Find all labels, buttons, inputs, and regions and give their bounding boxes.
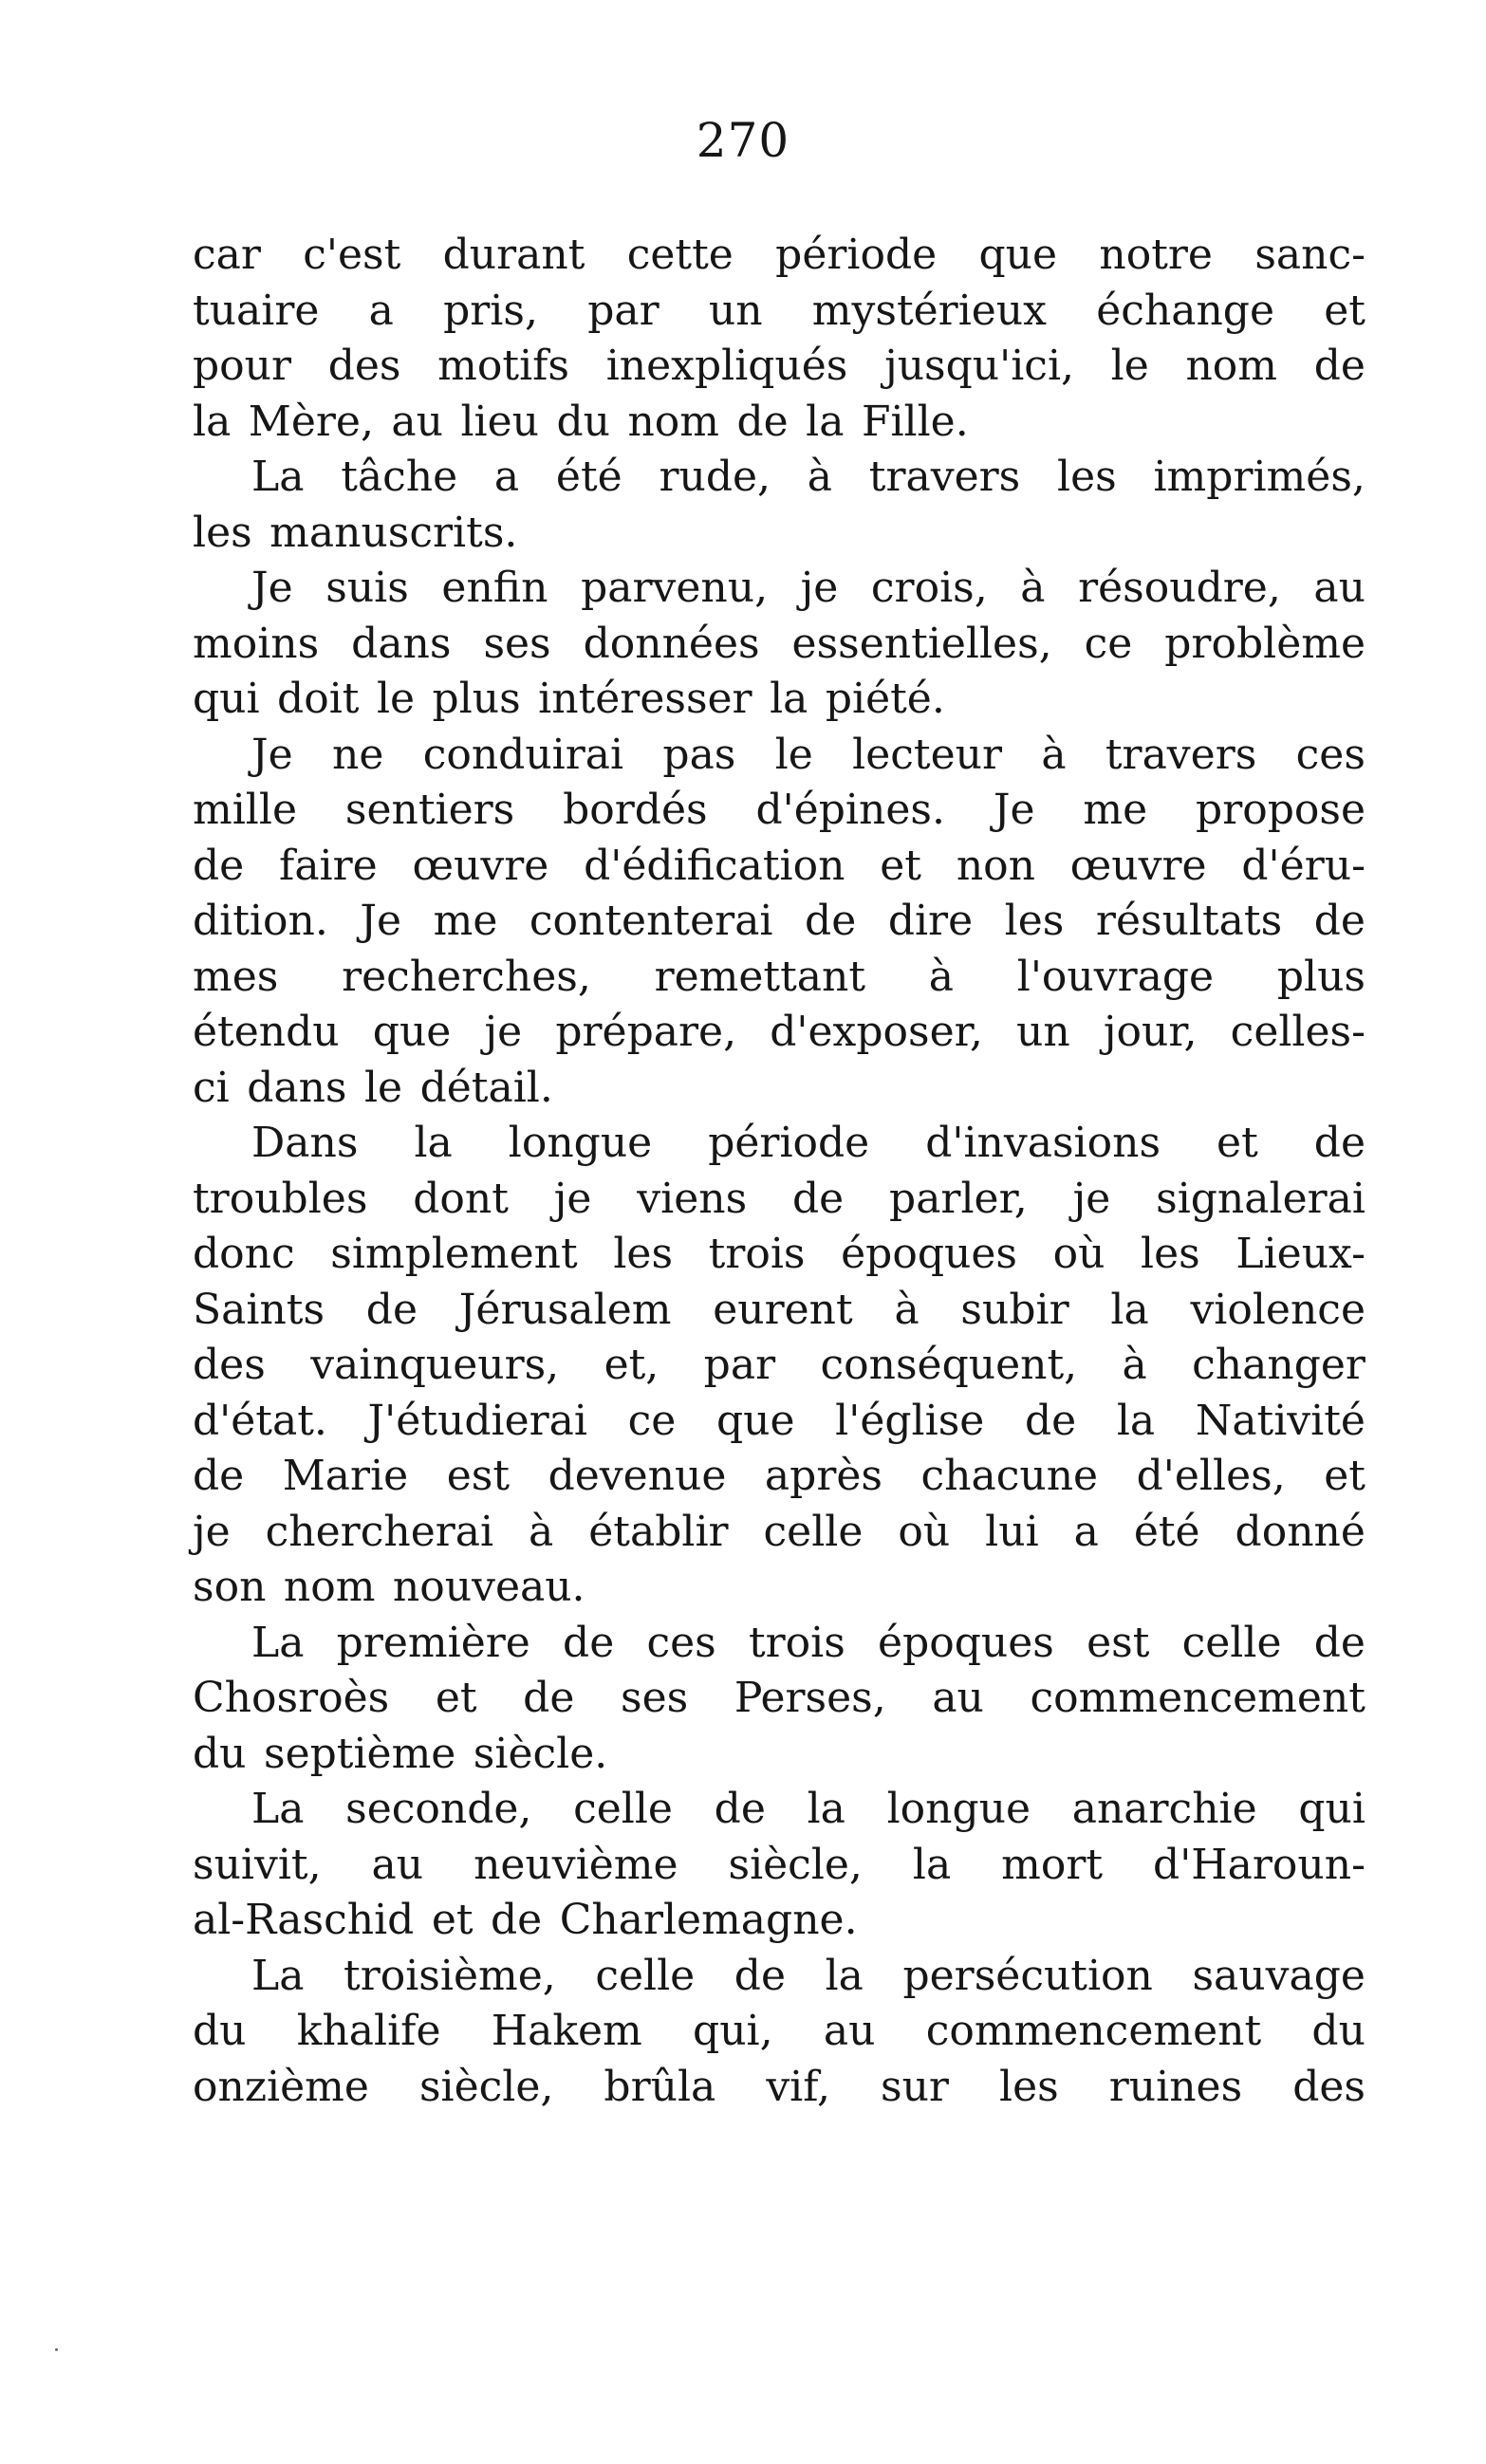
word: dire — [887, 897, 974, 945]
word: khalife — [296, 2007, 441, 2055]
word: où — [898, 1507, 951, 1556]
word: ne — [332, 730, 384, 779]
word: de — [714, 1785, 766, 1833]
word: d'exposer, — [770, 1008, 983, 1056]
word: Mère, — [248, 397, 374, 446]
paragraph — [193, 728, 1365, 1117]
word: nom — [283, 1563, 376, 1611]
word: cette — [626, 231, 734, 279]
word: les — [1057, 453, 1117, 501]
word: je — [1072, 1174, 1111, 1223]
word: la — [193, 397, 232, 446]
word: sanc- — [1254, 231, 1365, 279]
word: onzième — [193, 2062, 369, 2111]
word: Perses, — [734, 1674, 886, 1722]
word: enfin — [441, 564, 548, 612]
word: seconde, — [345, 1785, 532, 1833]
word: chercherai — [265, 1507, 494, 1556]
text-line — [193, 1172, 1365, 1228]
word: longue — [886, 1785, 1031, 1833]
word: le — [363, 1063, 403, 1112]
text-line — [193, 894, 1365, 950]
word: piété. — [825, 675, 945, 723]
word: de — [491, 1896, 543, 1944]
word: d'éru- — [1241, 841, 1365, 890]
word: siècle, — [418, 2062, 554, 2111]
text-line — [193, 2004, 1365, 2060]
word: Je — [360, 897, 402, 945]
word: Je — [993, 786, 1035, 834]
word: dans — [247, 1063, 347, 1112]
text-line — [193, 1782, 1365, 1838]
word: et — [1324, 286, 1365, 335]
word: du — [193, 2007, 247, 2055]
text-line — [193, 1560, 1365, 1616]
word: troubles — [193, 1174, 368, 1223]
word: car — [193, 231, 261, 279]
word: intéresser — [538, 675, 752, 723]
word: de — [734, 1951, 786, 2000]
word: tâche — [341, 453, 458, 501]
word: de — [193, 1452, 245, 1500]
text-line — [193, 672, 1365, 728]
word: d'épines. — [755, 786, 945, 834]
word: c'est — [303, 231, 401, 279]
word: les — [193, 508, 252, 557]
word: a — [493, 453, 520, 501]
word: nom — [627, 397, 719, 446]
word: trois — [708, 1230, 806, 1278]
word: inexpliqués — [605, 342, 848, 390]
word: trois — [748, 1618, 845, 1667]
word: époques — [878, 1618, 1054, 1667]
word: mes — [193, 952, 279, 1001]
word: qui, — [693, 2007, 773, 2055]
word: après — [764, 1452, 882, 1500]
word: travers — [1105, 730, 1257, 779]
word: La — [251, 1618, 305, 1667]
word: Fille. — [861, 397, 969, 446]
word: à — [807, 453, 833, 501]
word: parvenu, — [581, 564, 769, 612]
word: contenterai — [529, 897, 773, 945]
text-line — [193, 839, 1365, 895]
word: lui — [985, 1507, 1039, 1556]
word: je — [800, 564, 839, 612]
word: et — [880, 841, 921, 890]
word: donc — [193, 1230, 295, 1278]
word: du — [556, 397, 610, 446]
word: J'étudierai — [367, 1396, 587, 1445]
word: dans — [351, 619, 452, 668]
word: les — [1004, 897, 1065, 945]
text-line — [193, 1449, 1365, 1505]
word: parler, — [889, 1174, 1028, 1223]
word: anarchie — [1071, 1785, 1257, 1833]
word: d'elles, — [1136, 1452, 1286, 1500]
word: étendu — [193, 1008, 340, 1056]
word: de — [1313, 1119, 1365, 1167]
word: la — [825, 1951, 864, 2000]
paragraph — [193, 450, 1365, 561]
word: a — [368, 286, 394, 335]
word: Je — [251, 730, 293, 779]
text-line — [193, 339, 1365, 395]
word: été — [1133, 1507, 1200, 1556]
word: nom — [1185, 342, 1278, 390]
word: notre — [1099, 231, 1213, 279]
word: de — [1024, 1396, 1077, 1445]
text-line — [193, 1671, 1365, 1727]
word: que — [372, 1008, 452, 1056]
word: crois, — [870, 564, 988, 612]
word: siècle, — [728, 1840, 863, 1889]
word: que — [978, 231, 1058, 279]
text-line — [193, 2060, 1365, 2116]
word: je — [553, 1174, 592, 1223]
word: ses — [621, 1674, 689, 1722]
word: Je — [251, 564, 293, 612]
word: commencement — [1030, 1674, 1365, 1722]
word: Jérusalem — [458, 1285, 672, 1334]
word: sauvage — [1192, 1951, 1365, 2000]
word: a — [1073, 1507, 1099, 1556]
paragraph — [193, 228, 1365, 450]
word: moins — [193, 619, 320, 668]
word: persécution — [902, 1951, 1153, 2000]
word: je — [193, 1507, 231, 1556]
word: de — [365, 1285, 418, 1334]
word: nouveau. — [392, 1563, 585, 1611]
text-line — [193, 617, 1365, 673]
word: plus — [1276, 952, 1365, 1001]
text-line — [193, 506, 1365, 562]
word: Chosroès — [193, 1674, 390, 1722]
word: du — [193, 1729, 247, 1778]
text-line — [193, 1616, 1365, 1672]
word: jour, — [1103, 1008, 1198, 1056]
word: période — [708, 1119, 870, 1167]
word: l'église — [835, 1396, 985, 1445]
word: de — [1313, 342, 1365, 390]
word: lecteur — [852, 730, 1002, 779]
text-line — [193, 1227, 1365, 1283]
word: est — [1087, 1618, 1150, 1667]
word: remettant — [654, 952, 866, 1001]
word: où — [1052, 1230, 1105, 1278]
word: période — [775, 231, 938, 279]
word: commencement — [925, 2007, 1262, 2055]
word: chacune — [920, 1452, 1099, 1500]
word: durant — [442, 231, 585, 279]
word: ces — [646, 1618, 716, 1667]
word: détail. — [419, 1063, 553, 1112]
word: la — [806, 397, 845, 446]
text-line — [193, 728, 1365, 784]
word: la — [1116, 1396, 1156, 1445]
word: le — [376, 675, 416, 723]
word: septième — [263, 1729, 456, 1778]
word: résultats — [1095, 897, 1283, 945]
word: sur — [881, 2062, 949, 2111]
text-line — [193, 1893, 1365, 1949]
text-line — [193, 284, 1365, 340]
word: problème — [1164, 619, 1365, 668]
word: la — [912, 1840, 952, 1889]
paragraph — [193, 1116, 1365, 1616]
text-line — [193, 561, 1365, 617]
word: celle — [595, 1951, 696, 2000]
word: rude, — [659, 453, 771, 501]
word: les — [613, 1230, 674, 1278]
word: son — [193, 1563, 267, 1611]
word: subir — [960, 1285, 1069, 1334]
word: mille — [193, 786, 297, 834]
word: conséquent, — [820, 1341, 1078, 1389]
word: me — [433, 897, 498, 945]
text-line — [193, 1838, 1365, 1894]
word: lieu — [460, 397, 539, 446]
word: pris, — [443, 286, 538, 335]
word: donné — [1235, 1507, 1365, 1556]
word: plus — [432, 675, 521, 723]
word: de — [1313, 1618, 1365, 1667]
word: motifs — [437, 342, 570, 390]
word: conduirai — [422, 730, 624, 779]
word: bordés — [563, 786, 708, 834]
word: brûla — [604, 2062, 716, 2111]
text-line — [193, 1338, 1365, 1394]
text-line — [193, 1283, 1365, 1339]
paper-speck — [55, 2348, 58, 2351]
word: œuvre — [412, 841, 549, 890]
word: faire — [279, 841, 378, 890]
word: pour — [193, 342, 292, 390]
word: Dans — [251, 1119, 359, 1167]
word: à — [928, 952, 954, 1001]
word: de — [1313, 897, 1365, 945]
text-line — [193, 450, 1365, 506]
word: Nativité — [1195, 1396, 1365, 1445]
paragraph — [193, 561, 1365, 728]
word: siècle. — [473, 1729, 608, 1778]
word: violence — [1190, 1285, 1365, 1334]
word: été — [555, 453, 622, 501]
text-line — [193, 1061, 1365, 1117]
word: le — [1110, 342, 1149, 390]
word: Charlemagne. — [559, 1896, 858, 1944]
word: et — [1324, 1452, 1365, 1500]
word: sentiers — [344, 786, 515, 834]
word: qui — [1298, 1785, 1365, 1833]
word: à — [1020, 564, 1046, 612]
word: troisième, — [344, 1951, 556, 2000]
word: à — [894, 1285, 919, 1334]
word: La — [251, 1951, 305, 2000]
word: et — [435, 1674, 477, 1722]
paragraph — [193, 1782, 1365, 1949]
word: du — [1311, 2007, 1365, 2055]
word: la — [1110, 1285, 1149, 1334]
word: longue — [508, 1119, 653, 1167]
word: vif, — [766, 2062, 830, 2111]
word: de — [736, 397, 789, 446]
paragraph — [193, 1616, 1365, 1783]
word: ci — [193, 1063, 230, 1112]
word: à — [529, 1507, 554, 1556]
word: mort — [1001, 1840, 1104, 1889]
word: ce — [627, 1396, 677, 1445]
word: La — [251, 1785, 305, 1833]
word: et, — [604, 1341, 659, 1389]
text-line — [193, 950, 1365, 1006]
word: l'ouvrage — [1016, 952, 1215, 1001]
word: celle — [1181, 1618, 1282, 1667]
word: ces — [1295, 730, 1365, 779]
word: recherches, — [342, 952, 591, 1001]
word: viens — [637, 1174, 748, 1223]
word: celle — [573, 1785, 673, 1833]
word: Hakem — [491, 2007, 642, 2055]
word: travers — [868, 453, 1021, 501]
word: que — [715, 1396, 795, 1445]
word: de — [523, 1674, 575, 1722]
word: œuvre — [1069, 841, 1207, 890]
word: La — [251, 453, 305, 501]
word: Saints — [193, 1285, 325, 1334]
word: neuvième — [474, 1840, 678, 1889]
body-text — [193, 228, 1365, 2115]
word: au — [371, 1840, 424, 1889]
word: pas — [662, 730, 736, 779]
word: à — [1122, 1341, 1147, 1389]
word: je — [484, 1008, 523, 1056]
word: d'invasions — [925, 1119, 1161, 1167]
word: ce — [1084, 619, 1133, 668]
word: des — [1292, 2062, 1365, 2111]
word: établir — [588, 1507, 729, 1556]
word: de — [805, 897, 857, 945]
word: jusqu'ici, — [884, 342, 1074, 390]
word: prépare, — [555, 1008, 737, 1056]
word: époques — [841, 1230, 1017, 1278]
word: et — [1217, 1119, 1258, 1167]
word: mystérieux — [811, 286, 1047, 335]
word: qui — [193, 675, 260, 723]
word: al-Raschid — [193, 1896, 415, 1944]
word: me — [1083, 786, 1148, 834]
text-line — [193, 1727, 1365, 1783]
word: un — [708, 286, 763, 335]
word: données — [583, 619, 760, 668]
word: suis — [325, 564, 409, 612]
word: d'état. — [193, 1396, 327, 1445]
word: eurent — [713, 1285, 853, 1334]
word: de — [563, 1618, 615, 1667]
word: le — [774, 730, 813, 779]
text-line — [193, 1949, 1365, 2005]
word: à — [1041, 730, 1067, 779]
paragraph — [193, 1949, 1365, 2116]
word: d'édification — [584, 841, 845, 890]
word: simplement — [330, 1230, 578, 1278]
word: doit — [277, 675, 360, 723]
word: propose — [1196, 786, 1365, 834]
word: celles- — [1230, 1008, 1365, 1056]
word: les — [1141, 1230, 1200, 1278]
word: résoudre, — [1078, 564, 1281, 612]
word: la — [770, 675, 808, 723]
word: de — [193, 841, 245, 890]
word: de — [791, 1174, 845, 1223]
word: tuaire — [193, 286, 320, 335]
word: échange — [1096, 286, 1274, 335]
text-line — [193, 1116, 1365, 1172]
word: au — [932, 1674, 984, 1722]
word: dition. — [193, 897, 328, 945]
word: des — [193, 1341, 266, 1389]
word: la — [807, 1785, 845, 1833]
word: signalerai — [1156, 1174, 1365, 1223]
word: d'Haroun- — [1153, 1840, 1365, 1889]
text-line — [193, 1005, 1365, 1061]
word: non — [956, 841, 1035, 890]
word: par — [587, 286, 659, 335]
word: au — [1313, 564, 1365, 612]
word: Marie — [282, 1452, 409, 1500]
word: changer — [1192, 1341, 1365, 1389]
word: essentielles, — [791, 619, 1052, 668]
word: première — [336, 1618, 530, 1667]
word: Lieux- — [1235, 1230, 1365, 1278]
word: dont — [413, 1174, 509, 1223]
word: imprimés, — [1153, 453, 1365, 501]
word: ruines — [1108, 2062, 1243, 2111]
word: les — [999, 2062, 1059, 2111]
word: manuscrits. — [269, 508, 518, 557]
word: un — [1015, 1008, 1070, 1056]
page-number: 270 — [696, 113, 790, 168]
word: celle — [763, 1507, 864, 1556]
word: est — [446, 1452, 511, 1500]
word: la — [414, 1119, 453, 1167]
text-line — [193, 1394, 1365, 1450]
text-line — [193, 783, 1365, 839]
word: par — [703, 1341, 776, 1389]
text-line — [193, 228, 1365, 284]
word: ses — [483, 619, 551, 668]
word: au — [823, 2007, 876, 2055]
word: vainqueurs, — [310, 1341, 560, 1389]
word: au — [391, 397, 443, 446]
word: et — [431, 1896, 474, 1944]
text-line — [193, 1505, 1365, 1561]
text-line — [193, 395, 1365, 451]
word: suivit, — [193, 1840, 322, 1889]
word: des — [327, 342, 401, 390]
word: devenue — [548, 1452, 727, 1500]
